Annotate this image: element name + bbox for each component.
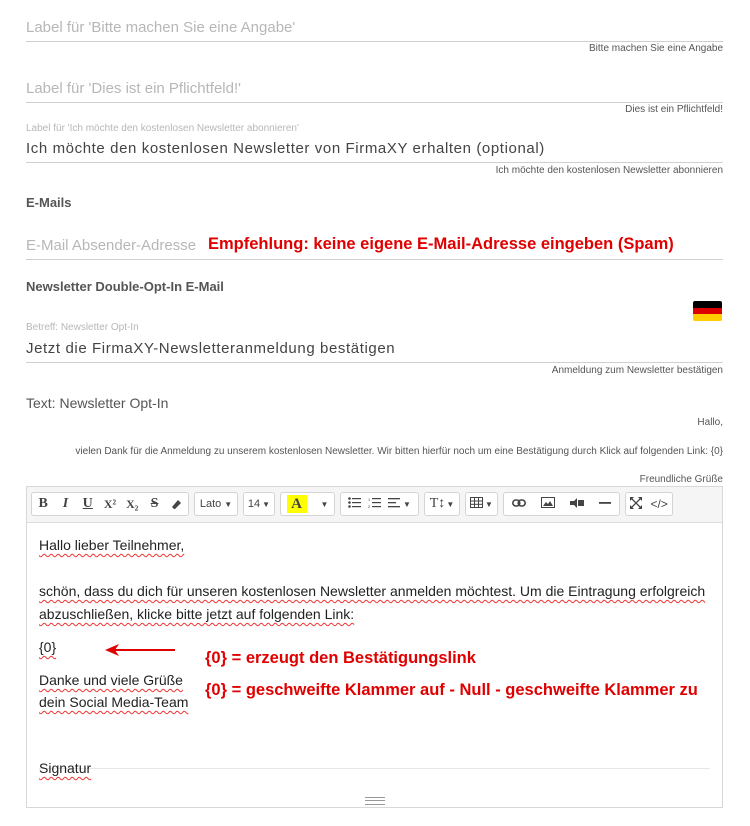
- field-hint: Dies ist ein Pflichtfeld!: [625, 104, 723, 115]
- format-button-group: [31, 492, 189, 516]
- field-hint: Ich möchte den kostenlosen Newsletter abonnieren: [495, 165, 723, 176]
- link-icon[interactable]: [512, 497, 526, 511]
- email-greeting: Hallo lieber Teilnehmer,: [39, 537, 185, 553]
- table-dropdown[interactable]: [465, 492, 498, 516]
- subject-input[interactable]: Jetzt die FirmaXY-Newsletteranmeldung bestätigen: [26, 340, 396, 357]
- view-group: [625, 492, 673, 516]
- editor-toolbar: [27, 487, 722, 523]
- unordered-list-icon[interactable]: [348, 497, 361, 511]
- annotation-line-1: {0} = erzeugt den Bestätigungslink: [205, 649, 476, 667]
- text-hint-hallo: Hallo,: [697, 417, 723, 428]
- eraser-icon[interactable]: [166, 492, 188, 516]
- chevron-down-icon: ▼: [485, 499, 493, 509]
- chevron-down-icon: ▼: [446, 499, 455, 509]
- align-icon[interactable]: [388, 497, 400, 511]
- field-hint: Bitte machen Sie eine Angabe: [589, 43, 723, 54]
- spam-annotation: Empfehlung: keine eigene E-Mail-Adresse eingeben (Spam): [208, 235, 674, 253]
- section-title-emails: E-Mails: [26, 195, 72, 210]
- field-small-label: Betreff: Newsletter Opt-In: [26, 322, 139, 333]
- signature-divider: [39, 768, 710, 769]
- annotation-arrow-icon: [105, 642, 177, 658]
- chevron-down-icon: ▼: [403, 499, 411, 509]
- email-body-line-2: abzuschließen, klicke bitte jetzt auf folgenden Link:: [39, 606, 355, 622]
- email-body-line-1: schön, dass du dich für unseren kostenlosen Newsletter anmelden möchtest. Um die Eintragung erfolgreich: [39, 583, 706, 599]
- font-size-dropdown[interactable]: [243, 492, 275, 516]
- font-name-dropdown[interactable]: [194, 492, 238, 516]
- svg-text:1: 1: [368, 497, 371, 502]
- section-title-doi: Newsletter Double-Opt-In E-Mail: [26, 279, 224, 294]
- text-size-dropdown[interactable]: [424, 492, 460, 516]
- field-hint: Anmeldung zum Newsletter bestätigen: [551, 365, 723, 376]
- svg-text:2: 2: [368, 504, 371, 508]
- email-closing-line-1: Danke und viele Grüße: [39, 672, 183, 688]
- superscript-icon[interactable]: X²: [103, 496, 117, 511]
- font-name-value: Lato: [199, 498, 222, 510]
- sender-email-input[interactable]: E-Mail Absender-Adresse: [26, 237, 197, 254]
- fullscreen-icon[interactable]: [630, 497, 642, 512]
- chevron-down-icon: ▼: [224, 499, 233, 509]
- paragraph-group: [340, 492, 419, 516]
- annotation-line-2: {0} = geschweifte Klammer auf - Null - geschweifte Klammer zu: [205, 681, 698, 699]
- divider: [26, 162, 723, 163]
- highlight-icon[interactable]: A: [287, 495, 307, 513]
- email-signature: Signatur: [39, 760, 92, 776]
- table-icon: [470, 497, 483, 511]
- text-size-icon: T↕: [429, 496, 446, 511]
- divider: [26, 362, 723, 363]
- code-view-icon[interactable]: </>: [650, 497, 668, 511]
- resize-handle[interactable]: [365, 797, 385, 805]
- italic-icon[interactable]: I: [62, 496, 69, 511]
- label-field-angabe[interactable]: Label für 'Bitte machen Sie eine Angabe': [26, 19, 296, 36]
- email-closing-line-2: dein Social Media-Team: [39, 694, 189, 710]
- link-placeholder-token: {0}: [39, 639, 57, 655]
- ordered-list-icon[interactable]: [368, 497, 381, 511]
- newsletter-label-input[interactable]: Ich möchte den kostenlosen Newsletter von FirmaXY erhalten (optional): [26, 140, 545, 157]
- chevron-down-icon[interactable]: ▼: [320, 499, 329, 509]
- underline-icon[interactable]: U: [82, 496, 93, 511]
- video-icon[interactable]: [570, 497, 584, 511]
- divider: [26, 102, 723, 103]
- german-flag-icon[interactable]: [693, 301, 722, 321]
- image-icon[interactable]: [541, 497, 555, 511]
- text-hint-closing: Freundliche Grüße: [639, 474, 723, 485]
- section-title-text: Text: Newsletter Opt-In: [26, 395, 169, 411]
- highlight-group: [280, 492, 335, 516]
- horizontal-rule-icon[interactable]: [599, 497, 611, 511]
- label-field-pflichtfeld[interactable]: Label für 'Dies ist ein Pflichtfeld!': [26, 80, 241, 97]
- field-small-label: Label für 'Ich möchte den kostenlosen Newsletter abonnieren': [26, 123, 299, 134]
- text-hint-body: vielen Dank für die Anmeldung zu unserem kostenlosen Newsletter. Wir bitten hierfür noch um eine Bestätigung durch Klick auf folgenden Link: {0}: [75, 446, 723, 457]
- subscript-icon[interactable]: X₂: [126, 496, 139, 511]
- chevron-down-icon: ▼: [262, 499, 271, 509]
- divider: [26, 41, 723, 42]
- insert-group: [503, 492, 620, 516]
- font-size-value: 14: [247, 498, 261, 510]
- bold-icon[interactable]: B: [38, 496, 48, 511]
- divider: [26, 259, 723, 260]
- strikethrough-icon[interactable]: S: [150, 496, 159, 511]
